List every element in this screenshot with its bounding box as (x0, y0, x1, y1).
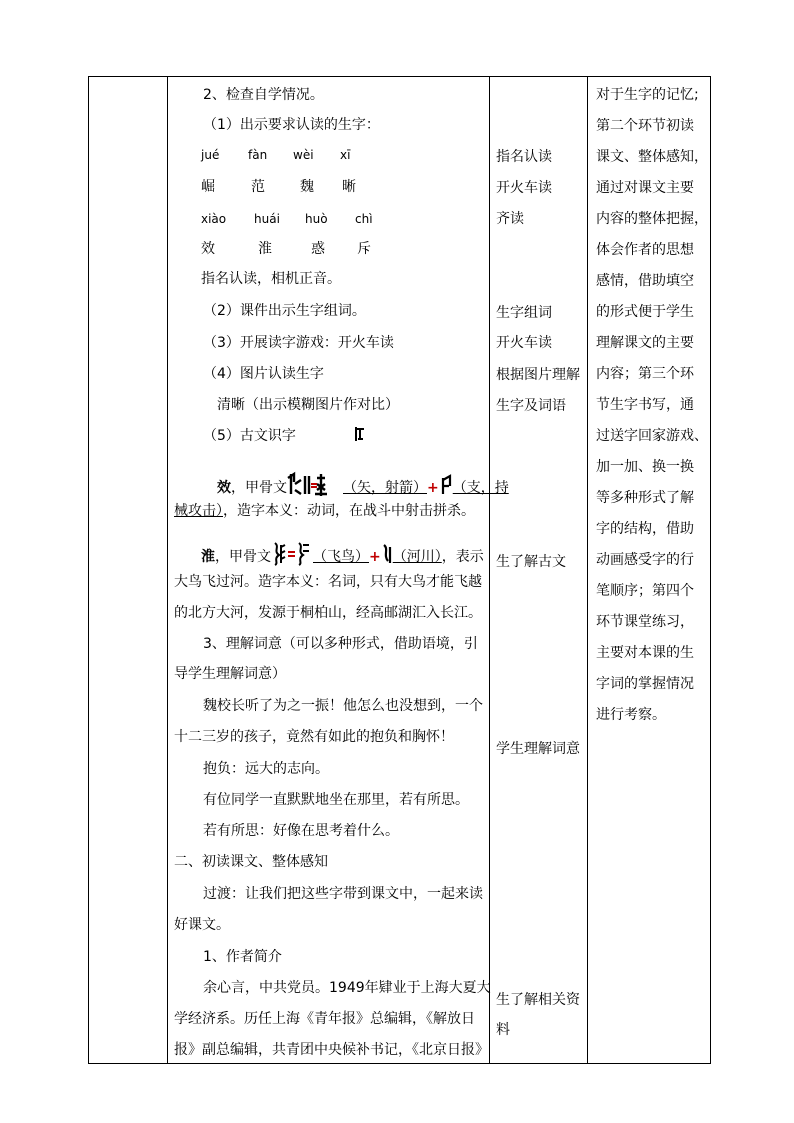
intent-line: 字词的掌握情况 (596, 676, 694, 692)
intent-line: 过送字回家游戏、 (596, 428, 708, 444)
intent-line: 第二个环节初读 (596, 118, 694, 134)
huai-char: 淮 (201, 549, 215, 565)
activity-item: 学生理解词意 (496, 741, 580, 757)
text: （支，持 (452, 480, 509, 496)
oracle-bone-zhi-icon (439, 474, 453, 502)
intent-line: 节生字书写，通 (596, 397, 694, 413)
plus-sign: + (427, 480, 439, 496)
activity-item: 开火车读 (496, 180, 552, 196)
guodu-line2: 好课文。 (174, 917, 230, 933)
correct-pronunciation: 指名认读，相机正音。 (201, 271, 341, 287)
intent-line: 动画感受字的行 (596, 552, 694, 568)
oracle-bone-xiao-icon (287, 472, 343, 504)
activity-item: 生字组词 (496, 305, 552, 321)
intent-line: 课文、整体感知， (596, 149, 708, 165)
text: ，甲骨文 (231, 480, 287, 496)
author-line2: 学经济系。历任上海《青年报》总编辑，《解放日 (174, 1011, 475, 1027)
intent-line: 对于生字的记忆; (596, 87, 699, 103)
oracle-bone-huai-icon (271, 541, 313, 573)
xiao-char: 效 (217, 480, 231, 496)
intent-line: 主要对本课的生 (596, 645, 694, 661)
intent-line: 理解课文的主要 (596, 335, 694, 351)
hanzi: 魏 (300, 179, 314, 195)
text: （河川） (392, 549, 442, 565)
intent-line: 体会作者的思想 (596, 242, 694, 258)
huai-explanation (201, 541, 484, 573)
author-line3: 报》副总编辑，共青团中央候补书记，《北京日报》 (174, 1042, 489, 1058)
intent-line: 环节课堂练习， (596, 614, 694, 630)
text: ，造字本义：动词，在战斗中射击拼杀。 (223, 503, 475, 519)
part2-heading: 二、初读课文、整体感知 (174, 854, 328, 870)
text: （飞鸟） (313, 549, 369, 565)
clear-blur-note: 清晰（出示模糊图片作对比） (217, 397, 399, 413)
text: 械攻击） (174, 503, 223, 519)
author-line1: 余心言，中共党员。1949年肄业于上海大夏大 (203, 980, 491, 996)
plus-sign: + (369, 549, 381, 565)
activity-item: 料 (496, 1022, 510, 1038)
youwei-sentence: 有位同学一直默默地坐在那里，若有所思。 (203, 792, 469, 808)
intent-line: 感情，借助填空 (596, 273, 694, 289)
intent-line: 加一加、换一换 (596, 459, 694, 475)
wei-line2: 十二三岁的孩子，竟然有如此的抱负和胸怀！ (174, 729, 454, 745)
activity-item: 开火车读 (496, 335, 552, 351)
stage-column (89, 77, 167, 1063)
guodu-line1: 过渡：让我们把这些字带到课文中，一起来读 (203, 886, 483, 902)
intent-line: 内容的整体把握， (596, 211, 708, 227)
intent-line: 等多种形式了解 (596, 490, 694, 506)
pinyin: jué (201, 148, 220, 162)
step2-5: （5）古文识字 (203, 428, 296, 444)
xiao-explanation (217, 472, 509, 504)
activity-item: 生字及词语 (496, 398, 566, 414)
text: ，甲骨文 (215, 549, 271, 565)
huai-line3: 的北方大河，发源于桐柏山，经高邮湖汇入长江。 (174, 605, 482, 621)
intent-line: 进行考察。 (596, 707, 666, 723)
ruoyou-definition: 若有所思：好像在思考着什么。 (203, 823, 399, 839)
intent-line: 的形式便于学生 (596, 304, 694, 320)
oracle-bone-glyph-icon (353, 425, 367, 447)
pinyin: wèi (293, 148, 314, 162)
step2-1: （1）出示要求认读的生字： (203, 117, 380, 133)
huai-line2: 大鸟飞过河。造字本义：名词，只有大鸟才能飞越 (174, 574, 482, 590)
design-intent-column (588, 77, 710, 1063)
pinyin: chì (355, 212, 373, 226)
pinyin: xī (340, 148, 351, 162)
pinyin: huái (254, 212, 280, 226)
activity-item: 根据图片理解 (496, 367, 580, 383)
hanzi: 崛 (201, 179, 215, 195)
intent-line: 笔顺序；第四个 (596, 583, 694, 599)
wei-line1: 魏校长听了为之一振！他怎么也没想到，一个 (203, 698, 483, 714)
step2-title: 2、检查自学情况。 (203, 87, 324, 103)
hanzi: 斥 (357, 241, 371, 257)
oracle-bone-river-icon (381, 543, 393, 571)
step2-4: （4）图片认读生字 (203, 366, 324, 382)
hanzi: 范 (251, 179, 265, 195)
activity-item: 生了解相关资 (496, 992, 580, 1008)
student-activity-column (490, 77, 587, 1063)
lesson-plan-table (88, 76, 711, 1064)
step2-2: （2）课件出示生字组词。 (203, 303, 366, 319)
teaching-process-column (168, 77, 509, 1063)
intent-line: 通过对课文主要 (596, 180, 694, 196)
text: （矢，射箭） (343, 480, 427, 496)
activity-item: 生了解古文 (496, 554, 566, 570)
pinyin: fàn (248, 148, 268, 162)
pinyin: huò (305, 212, 328, 226)
hanzi: 晰 (342, 179, 356, 195)
hanzi: 效 (201, 241, 215, 257)
hanzi: 淮 (258, 241, 272, 257)
intent-line: 内容；第三个环 (596, 366, 694, 382)
xiao-explanation-cont (174, 501, 475, 521)
pinyin: xiào (201, 212, 227, 226)
intent-line: 字的结构，借助 (596, 521, 694, 537)
activity-item: 齐读 (496, 211, 524, 227)
step2-3: （3）开展读字游戏：开火车读 (203, 335, 394, 351)
text: ，表示 (441, 549, 484, 565)
author-title: 1、作者简介 (203, 949, 282, 965)
baofu-definition: 抱负：远大的志向。 (203, 761, 329, 777)
activity-item: 指名认读 (496, 149, 552, 165)
hanzi: 惑 (311, 241, 325, 257)
step3-line1: 3、理解词意（可以多种形式，借助语境，引 (203, 636, 478, 652)
step3-line2: 导学生理解词意） (174, 666, 286, 682)
